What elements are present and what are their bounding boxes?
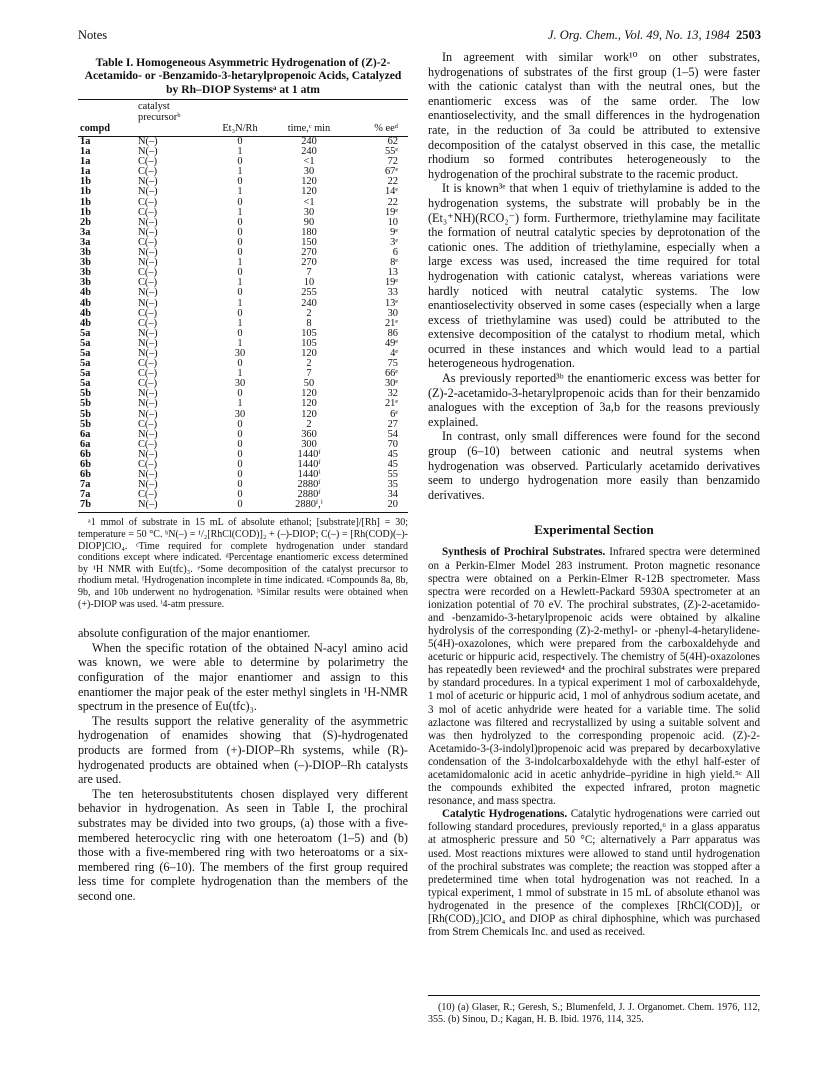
table-cell: 300 bbox=[301, 438, 317, 450]
table-cell: 4b bbox=[80, 307, 91, 319]
table-row bbox=[78, 238, 408, 248]
table-cell: N(–) bbox=[138, 136, 158, 147]
journal-name: J. Org. Chem., bbox=[547, 28, 622, 42]
table-cell: 120 bbox=[301, 347, 317, 359]
paragraph: As previously reported³ᵇ the enantiomeric excess was better for (Z)-2-acetamido-3-hetarylpropenoic acids than for their benzamido analogues with the exception of 3a,b for the reasons previously explained. bbox=[428, 371, 760, 429]
table-cell: C(–) bbox=[138, 267, 158, 279]
table-cell: 0 bbox=[237, 489, 243, 501]
table-cell: 45 bbox=[387, 459, 398, 470]
table-cell: 6 bbox=[392, 247, 398, 259]
table-cell: 3b bbox=[80, 267, 91, 279]
table-row bbox=[78, 500, 408, 513]
table-cell: 2880ᶠ bbox=[297, 489, 321, 501]
paragraph-body: Infrared spectra were determined on a Perkin-Elmer Model 283 instrument. Proton magnetic resonance spectra were obtained on a Perkin-Elmer R-12B spectrometer. Mass spectra were recorded on a Hewlett-Packard 5930A spectrometer at an ionization potential of 70 eV. The prochiral substrates, (Z)-2-acetamido- and -benzamido-3-hetarylpropenoic acids were obtained by alkaline hydrolysis of the corresponding (Z)-2-methyl- or -phenyl-4-hetarylidene-5(4H)-oxazolones, which were prepared from the carboxaldehyde and aceturic or hippuric acid, respectively. The chemistry of 5(4H)-oxazolones has repeatedly been reviewed⁴ and the prochiral substrates were prepared by standard procedures. In a typical experiment 1 mol of carboxaldehyde, 1 mol of aceturic or hippuric acid, 1 mol of anhydrous sodium acetate, and 3 mol of acetic anhydride were heated for a variable time. The solid azlactone was filtered and recrystallized by using a suitable solvent and was then hydrolyzed to the corresponding propenoic acid. (Z)-2-Acetamido-3-(3-indolyl)propenoic acid was prepared by decarboxylative condensation of the 3-indolcarboxaldehyde with the ethyl half-ester of acetamidomalonic acid in acetic anhydride–pyridine in high yield.⁵ᶜ All the compounds exhibited the expected infrared, proton magnetic resonance, and mass spectra. bbox=[428, 546, 760, 808]
table-cell: C(–) bbox=[138, 418, 158, 430]
col-header-compd: compd bbox=[78, 124, 126, 136]
paragraph: It is known³ᵉ that when 1 equiv of triethylamine is added to the hydrogenation systems, the substrate will probably be in the (Et₃⁺NH)(RCO₂⁻) form. Furthermore, triethylamine may facilitate the formation of neutral catalytic species by deprotonation of the cationic ones. The addition of triethylamine, especially when a large excess was used, increased the time required for total hydrogenation with cationic catalyst, whereas variations were hardly noticed with neutral catalytic systems. The low enantioselectivity observed in some cases (especially when a large excess of triethylamine was used) could be attributed to the extensive decomposition of the catalyst to rhodium metal, which ocurred in these instances and which would lead to a partial heterogeneous hydrogenation. bbox=[428, 181, 760, 371]
table-row bbox=[78, 258, 408, 268]
table-cell: N(–) bbox=[126, 500, 210, 513]
table-cell: 66ᵉ bbox=[384, 368, 398, 380]
table-cell: N(–) bbox=[138, 347, 158, 359]
table-cell: 2880ᶠ bbox=[297, 479, 321, 491]
table-cell: N(–) bbox=[138, 247, 158, 259]
table-cell: 150 bbox=[301, 236, 317, 248]
table-cell: 180 bbox=[301, 226, 317, 238]
table-cell: 0 bbox=[237, 226, 243, 238]
table-cell: 255 bbox=[301, 287, 317, 299]
table-cell: N(–) bbox=[138, 297, 158, 309]
table-cell: 50 bbox=[303, 378, 315, 390]
table-cell: 1a bbox=[80, 146, 91, 158]
paragraph: In agreement with similar work¹⁰ on other substrates, hydrogenations of substrates of the first group (1–5) were faster with the cationic catalyst than with the neutral ones, but the enantiomeric excess was of the same order. The low enantioselectivity, and the small differences in the hydrogenation rate, in the reduction of 3a could be attributed to extensive decomposition of the catalyst observed in this case, the metallic rhodium so formed contributes heterogeneously to the hydrogenation of the prochiral substrate to the racemic product. bbox=[428, 50, 760, 181]
table-cell: 86 bbox=[387, 327, 398, 339]
table-row bbox=[78, 177, 408, 187]
table-cell: C(–) bbox=[138, 277, 158, 289]
table-cell: 5a bbox=[80, 327, 91, 339]
table-cell: 2 bbox=[306, 418, 312, 430]
table-row bbox=[78, 198, 408, 208]
table-cell: 120 bbox=[301, 186, 317, 198]
table-footnote-text: ᵃ1 mmol of substrate in 15 mL of absolute ethanol; [substrate]/[Rh] = 30; temperature = 50 °C. ᵇN(–) = ¹/₂[RhCl(COD)]₂ + (–)-DIOP; C(–) = [Rh(COD)(–)-DIOP]ClO₄. ᶜTime required for complete hydrogenation under standard conditions except where indicated. ᵈPercentage enantiomeric excess determined by ¹H NMR with Eu(tfc)₃. ᵉSome decomposition of the catalyst precursor to rhodium metal. ᶠHydrogenation incomplete in time indicated. ᵍCompounds 8a, 8b, 9b, and 10b underwent no hydrogenation. ʰSimilar results were obtained when (+)-DIOP was used. ⁱ4-atm pressure. bbox=[78, 517, 408, 610]
table-cell: 30 bbox=[387, 307, 398, 319]
table-cell: 3b bbox=[80, 277, 91, 289]
table-cell: 5b bbox=[80, 408, 91, 420]
col-header-time: time,ᶜ min bbox=[270, 124, 348, 136]
table-cell: 5b bbox=[80, 388, 91, 400]
table-cell: 1b bbox=[80, 196, 91, 208]
table-cell: 1a bbox=[80, 156, 91, 168]
table-cell: N(–) bbox=[138, 146, 158, 158]
table-cell: 67ᵉ bbox=[384, 166, 398, 178]
table-cell: 0 bbox=[237, 176, 243, 188]
table-cell: 30 bbox=[303, 166, 315, 178]
table-row bbox=[78, 248, 408, 258]
table-cell: 0 bbox=[237, 479, 243, 491]
table-cell: 0 bbox=[237, 358, 243, 370]
table-cell: C(–) bbox=[138, 459, 158, 470]
table-cell: 32 bbox=[387, 388, 398, 400]
page-number: 2503 bbox=[736, 28, 761, 42]
table-cell: 30 bbox=[234, 378, 246, 390]
table-cell: N(–) bbox=[138, 408, 158, 420]
table-cell: 1440ᶠ bbox=[297, 459, 321, 470]
paragraph bbox=[428, 546, 760, 808]
table-cell: 2880ᶠ,ⁱ bbox=[270, 500, 348, 513]
col-header-ee: % eeᵈ bbox=[348, 124, 408, 136]
table-row bbox=[78, 137, 408, 148]
table-cell: 0 bbox=[237, 388, 243, 400]
table-cell: 1b bbox=[80, 176, 91, 188]
table-row bbox=[78, 228, 408, 238]
table-cell: 5b bbox=[80, 418, 91, 430]
table-cell: 30 bbox=[303, 206, 315, 218]
journal-volume: Vol. 49, No. 13, 1984 bbox=[624, 28, 730, 42]
table-row bbox=[78, 187, 408, 197]
table-row bbox=[78, 379, 408, 389]
table-cell: 240 bbox=[301, 297, 317, 309]
table-cell: 2b bbox=[80, 216, 91, 228]
table-cell: 1b bbox=[80, 186, 91, 198]
table-cell: 1 bbox=[237, 368, 243, 380]
table-cell: N(–) bbox=[138, 337, 158, 349]
table-cell: 6a bbox=[80, 428, 91, 440]
left-column bbox=[78, 50, 408, 904]
table-cell: 360 bbox=[301, 428, 317, 440]
table-cell: 120 bbox=[301, 388, 317, 400]
table-cell: 22 bbox=[387, 176, 398, 188]
table-cell: 120 bbox=[301, 408, 317, 420]
table-cell: 3b bbox=[80, 257, 91, 269]
table-row bbox=[78, 410, 408, 420]
table-cell: N(–) bbox=[138, 216, 158, 228]
table-cell: 62 bbox=[387, 136, 398, 147]
table-cell: N(–) bbox=[138, 186, 158, 198]
table-cell: 34 bbox=[387, 489, 398, 501]
table-row bbox=[78, 490, 408, 500]
table-cell: 1 bbox=[237, 146, 243, 158]
right-column bbox=[428, 50, 760, 939]
table-cell: 55 bbox=[387, 469, 398, 481]
table-cell: 21ᵉ bbox=[384, 398, 398, 410]
table-cell: 0 bbox=[237, 136, 243, 147]
table-cell: C(–) bbox=[138, 307, 158, 319]
table-row bbox=[78, 208, 408, 218]
col-header-et3n: Et₃N/Rh bbox=[210, 124, 270, 136]
table-cell: 120 bbox=[301, 398, 317, 410]
table-cell: 270 bbox=[301, 257, 317, 269]
table-cell: 72 bbox=[387, 156, 398, 168]
table-cell: 0 bbox=[237, 327, 243, 339]
table-cell: 90 bbox=[303, 216, 315, 228]
table-row bbox=[78, 167, 408, 177]
table-cell: 30 bbox=[234, 408, 246, 420]
table-cell: 0 bbox=[237, 196, 243, 208]
table-cell: N(–) bbox=[138, 257, 158, 269]
table-row bbox=[78, 218, 408, 228]
table-row bbox=[78, 389, 408, 399]
table-row bbox=[78, 359, 408, 369]
table-row bbox=[78, 460, 408, 470]
table-cell: 75 bbox=[387, 358, 398, 370]
table-cell: 240 bbox=[301, 136, 317, 147]
table-cell: 0 bbox=[237, 428, 243, 440]
col-header-catalyst: catalyst precursorᵇ bbox=[126, 100, 210, 125]
table-footnotes bbox=[78, 517, 408, 610]
hydrogenation-table bbox=[78, 99, 408, 513]
table-cell: 5a bbox=[80, 368, 91, 380]
table-cell: 1 bbox=[237, 297, 243, 309]
table-cell: 0 bbox=[237, 448, 243, 460]
table-cell: 1 bbox=[237, 166, 243, 178]
table-cell: 3ᵉ bbox=[390, 236, 398, 248]
table-cell: C(–) bbox=[138, 166, 158, 178]
table-cell: C(–) bbox=[138, 358, 158, 370]
table-cell: 5a bbox=[80, 358, 91, 370]
table-cell: 1440ⁱ bbox=[297, 469, 321, 481]
table-cell: 0 bbox=[237, 307, 243, 319]
paragraph: The ten heterosubstitutents chosen displayed very different behavior in hydrogenation. As seen in Table I, the prochiral substrates may be divided into two groups, (a) those with a five-membered heterocyclic ring with one heteroatom (1–5) and (b) those with a five-membered ring with two heteroatoms or a six-membered ring (6–10). The members of the first group required less time for complete hydrogenation than the members of the second one. bbox=[78, 786, 408, 903]
table-cell: 8ᵉ bbox=[390, 257, 398, 269]
table-cell: 6b bbox=[80, 469, 91, 481]
table-cell: 1 bbox=[237, 206, 243, 218]
table-cell: N(–) bbox=[138, 448, 158, 460]
table-cell: 10 bbox=[303, 277, 315, 289]
table-caption: Table I. Homogeneous Asymmetric Hydrogenation of (Z)-2-Acetamido- or -Benzamido-3-hetarylpropenoic Acids, Catalyzed by Rh–DIOP Systemsᵃ at 1 atm bbox=[84, 56, 402, 96]
table-row bbox=[78, 288, 408, 298]
table-cell: 21ᵉ bbox=[384, 317, 398, 329]
table-cell: N(–) bbox=[138, 469, 158, 481]
table-row bbox=[78, 147, 408, 157]
table-cell: 0 bbox=[237, 469, 243, 481]
table-cell: 54 bbox=[387, 428, 398, 440]
table-cell: 3b bbox=[80, 247, 91, 259]
table-cell: N(–) bbox=[138, 327, 158, 339]
table-cell: 35 bbox=[387, 479, 398, 491]
table-cell: N(–) bbox=[138, 398, 158, 410]
left-body-text bbox=[78, 626, 408, 903]
table-cell: C(–) bbox=[138, 196, 158, 208]
table-cell: 3a bbox=[80, 236, 91, 248]
table-cell: 4ᵉ bbox=[390, 347, 398, 359]
table-cell: 7 bbox=[306, 368, 312, 380]
table-cell: 0 bbox=[237, 247, 243, 259]
table-row bbox=[78, 278, 408, 288]
table-row bbox=[78, 349, 408, 359]
table-cell: 2 bbox=[306, 307, 312, 319]
table-cell: 2 bbox=[306, 358, 312, 370]
table-cell: 0 bbox=[237, 418, 243, 430]
table-cell: 8 bbox=[306, 317, 312, 329]
table-cell: 1 bbox=[237, 317, 243, 329]
table-cell: 6a bbox=[80, 438, 91, 450]
table-cell: 5a bbox=[80, 337, 91, 349]
table-cell: 19ᵉ bbox=[384, 206, 398, 218]
table-cell: 13ᵉ bbox=[384, 297, 398, 309]
table-cell: C(–) bbox=[138, 317, 158, 329]
table-cell: 5a bbox=[80, 347, 91, 359]
table-row bbox=[78, 268, 408, 278]
table-cell: C(–) bbox=[138, 489, 158, 501]
table-cell: 1 bbox=[237, 337, 243, 349]
table-cell: 5b bbox=[80, 398, 91, 410]
table-cell: 0 bbox=[237, 287, 243, 299]
table-row bbox=[78, 309, 408, 319]
table-row bbox=[78, 299, 408, 309]
table-cell: 1 bbox=[237, 186, 243, 198]
table-cell: <1 bbox=[303, 196, 315, 208]
section-heading-experimental: Experimental Section bbox=[534, 522, 654, 538]
table-cell: 4b bbox=[80, 317, 91, 329]
table-cell: 3a bbox=[80, 226, 91, 238]
table-cell: 0 bbox=[210, 500, 270, 513]
table-cell: <1 bbox=[303, 156, 315, 168]
table-cell: 1b bbox=[80, 206, 91, 218]
table-cell: N(–) bbox=[138, 287, 158, 299]
table-cell: C(–) bbox=[138, 378, 158, 390]
table-row bbox=[78, 157, 408, 167]
table-cell: 4b bbox=[80, 287, 91, 299]
table-cell: 55ᵉ bbox=[384, 146, 398, 158]
table-cell: 0 bbox=[237, 236, 243, 248]
table-cell: 6b bbox=[80, 448, 91, 460]
table-cell: 10 bbox=[387, 216, 398, 228]
table-cell: 9ᵉ bbox=[390, 226, 398, 238]
table-row bbox=[78, 329, 408, 339]
paragraph: absolute configuration of the major enantiomer. bbox=[78, 626, 311, 641]
table-row bbox=[78, 430, 408, 440]
table-cell: 20 bbox=[348, 500, 408, 513]
table-cell: 7b bbox=[78, 500, 126, 513]
table-cell: N(–) bbox=[138, 479, 158, 491]
table-cell: 1 bbox=[237, 257, 243, 269]
table-cell: C(–) bbox=[138, 438, 158, 450]
table-cell: 49ᵉ bbox=[384, 337, 398, 349]
experimental-text bbox=[428, 546, 760, 939]
table-cell: C(–) bbox=[138, 236, 158, 248]
table-cell: 0 bbox=[237, 267, 243, 279]
table-cell: C(–) bbox=[138, 206, 158, 218]
runin-heading: Synthesis of Prochiral Substrates. bbox=[442, 546, 606, 559]
table-cell: 7 bbox=[306, 267, 312, 279]
table-cell: C(–) bbox=[138, 156, 158, 168]
table-row bbox=[78, 450, 408, 460]
table-body bbox=[78, 137, 408, 513]
table-cell: N(–) bbox=[138, 428, 158, 440]
paragraph: The results support the relative generality of the asymmetric hydrogenation of enamides showing that (S)-hydrogenated products are formed from (+)-DIOP–Rh systems, while (R)-hydrogenated products are obtained when (–)-DIOP–Rh catalysts are used. bbox=[78, 713, 408, 787]
table-cell: 7a bbox=[80, 479, 91, 491]
paragraph bbox=[428, 808, 760, 939]
table-cell: N(–) bbox=[138, 388, 158, 400]
table-row bbox=[78, 480, 408, 490]
table-cell: 0 bbox=[237, 156, 243, 168]
table-row bbox=[78, 470, 408, 480]
table-row bbox=[78, 440, 408, 450]
table-cell: N(–) bbox=[138, 176, 158, 188]
table-cell: 0 bbox=[237, 216, 243, 228]
table-cell: 1a bbox=[80, 166, 91, 178]
reference-10: (10) (a) Glaser, R.; Geresh, S.; Blumenfeld, J. J. Organomet. Chem. 1976, 112, 355. (b) Sinou, D.; Kagan, H. B. Ibid. 1976, 114, 325. bbox=[428, 1002, 760, 1025]
table-cell: 0 bbox=[237, 459, 243, 470]
table-cell: 14ᵉ bbox=[384, 186, 398, 198]
table-cell: 19ᵉ bbox=[384, 277, 398, 289]
table-cell: 6ᵉ bbox=[390, 408, 398, 420]
table-cell: 33 bbox=[387, 287, 398, 299]
table-cell: 105 bbox=[301, 327, 317, 339]
right-body-text bbox=[428, 50, 760, 502]
paragraph: In contrast, only small differences were found for the second group (6–10) between cationic and neutral systems when hydrogenation was observed. Particularly acetamido derivatives seem to undergo hydrogenation more easily than benzamido derivatives. bbox=[428, 429, 760, 502]
table-cell: 1 bbox=[237, 398, 243, 410]
table-cell: 22 bbox=[387, 196, 398, 208]
table-cell: 105 bbox=[301, 337, 317, 349]
table-row bbox=[78, 420, 408, 430]
table-cell: 240 bbox=[301, 146, 317, 158]
table-cell: 30 bbox=[234, 347, 246, 359]
table-cell: 27 bbox=[387, 418, 398, 430]
paragraph: When the specific rotation of the obtained N-acyl amino acid was known, we were able to determine by polarimetry the configuration of the major enantiomer and assign to this enantiomer the major peak of the ester methyl singlets in ¹H-NMR spectrum in the presence of Eu(tfc)₃. bbox=[78, 640, 408, 714]
table-cell: 13 bbox=[387, 267, 398, 279]
table-cell: N(–) bbox=[138, 226, 158, 238]
table-cell: 7a bbox=[80, 489, 91, 501]
table-cell: 1440ᶠ bbox=[297, 448, 321, 460]
table-cell: C(–) bbox=[138, 368, 158, 380]
table-cell: 45 bbox=[387, 448, 398, 460]
table-cell: 4b bbox=[80, 297, 91, 309]
table-cell: 70 bbox=[387, 438, 398, 450]
table-cell: 6b bbox=[80, 459, 91, 470]
table-cell: 0 bbox=[237, 438, 243, 450]
running-head-section: Notes bbox=[78, 28, 108, 42]
table-cell: 1 bbox=[237, 277, 243, 289]
table-row bbox=[78, 319, 408, 329]
paragraph-body: Catalytic hydrogenations were carried out following standard procedures, previously reported,⁶ in a glass apparatus at atmospheric pressure and 50 °C; alternatively a Parr apparatus was used. Most reactions mixtures were allowed to stand until hydrogenation of the prochiral substrates was complete; the reaction was stopped after a predetermined time when total hydrogenation was not reached. In a typical experiment, 1 mmol of substrate in 15 mL of absolute ethanol was hydrogenated in the presence of the complexes [RhCl(COD)]₂ or [Rh(COD)₂]ClO₄ and DIOP as chiral diphosphine, which was purchased from Strem Chemicals Inc. and used as received. bbox=[428, 808, 761, 939]
table-cell: 120 bbox=[301, 176, 317, 188]
references bbox=[428, 995, 760, 1026]
table-cell: 30ᵉ bbox=[384, 378, 398, 390]
running-head-journal bbox=[548, 28, 761, 43]
table-cell: 1a bbox=[80, 136, 91, 147]
runin-heading: Catalytic Hydrogenations. bbox=[442, 808, 568, 821]
table-cell: 5a bbox=[80, 378, 91, 390]
table-cell: 270 bbox=[301, 247, 317, 259]
